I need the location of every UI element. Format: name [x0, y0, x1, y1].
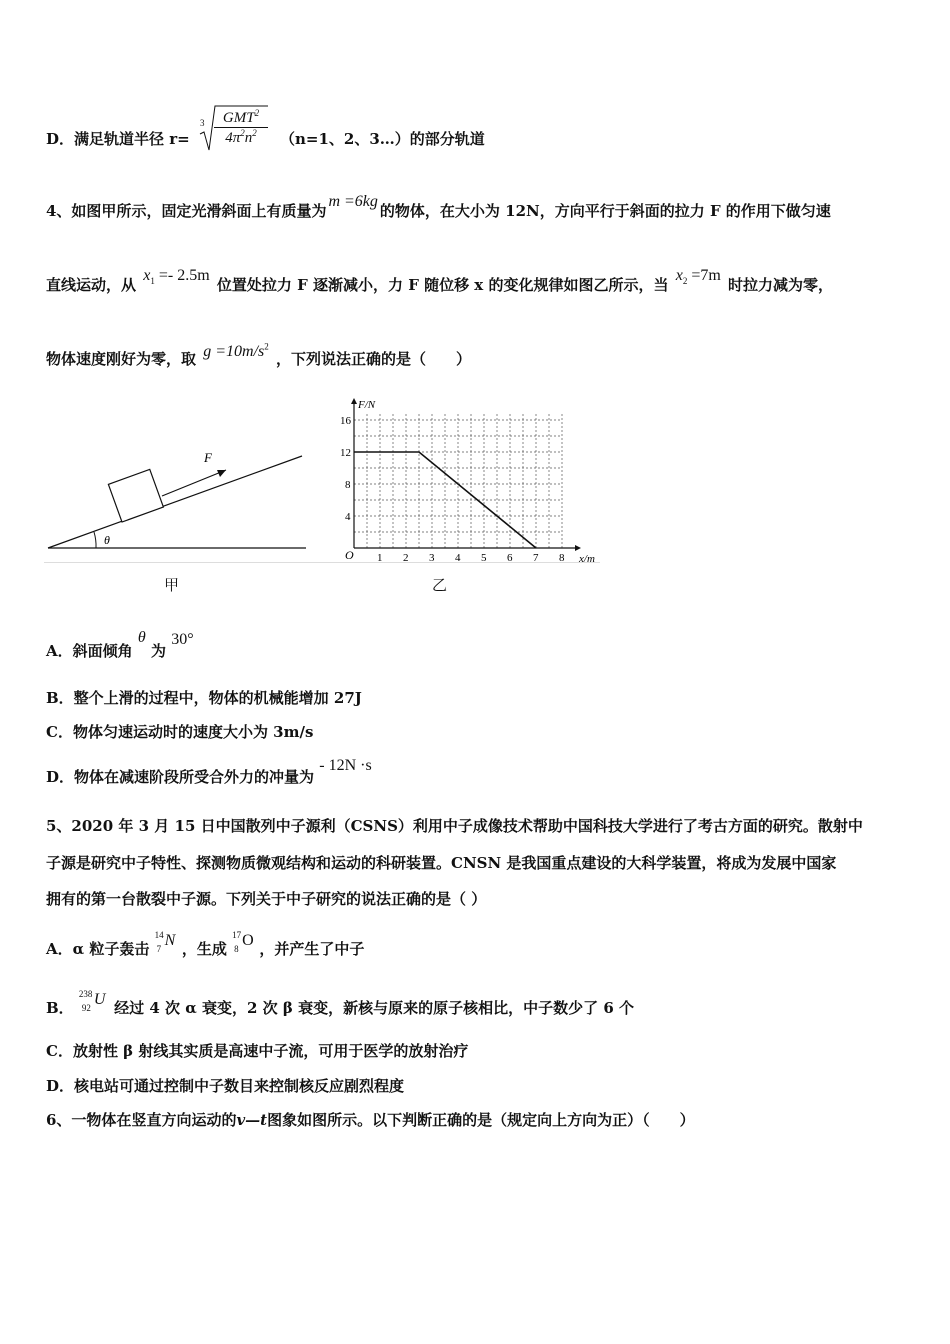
x-tick-label: 4 [455, 552, 461, 564]
fraction-denominator: $4\pi^2n^2$ [225, 128, 257, 146]
y-axis-arrow [351, 398, 357, 404]
y-tick-label: 4 [345, 511, 351, 523]
incline-surface [48, 456, 302, 548]
q4-option-b: B．整个上滑的过程中，物体的机械能增加 27J [46, 689, 362, 707]
figure-caption-yi: 乙 [432, 576, 448, 594]
force-arrow-shaft [162, 470, 226, 496]
block [108, 469, 163, 522]
angle-label: θ [104, 533, 110, 547]
q5-option-d: D．核电站可通过控制中子数目来控制核反应剧烈程度 [46, 1077, 405, 1095]
q4-option-a: A．斜面倾角 θ 为 30° [46, 629, 194, 660]
fraction-numerator: GMT$^2$ [214, 108, 268, 128]
q5-line-3: 拥有的第一台散裂中子源。下列关于中子研究的说法正确的是（ ） [46, 890, 487, 908]
y-axis-label: F/N [358, 399, 376, 411]
oxygen-nuclide: 17 8 O [232, 930, 254, 954]
q4-option-c: C．物体匀速运动时的速度大小为 3m/s [46, 723, 314, 741]
vt-label: v—t [236, 1111, 268, 1129]
q3-optd-prefix: D．满足轨道半径 r= [46, 130, 190, 148]
y-tick-label: 16 [340, 415, 351, 427]
uranium-nuclide: 238 92 U [78, 989, 106, 1013]
x-tick-label: 5 [481, 552, 487, 564]
y-tick-label: 12 [340, 447, 351, 459]
force-label: F [204, 450, 212, 465]
x-tick-label: 2 [403, 552, 409, 564]
q6-line-1: 6、一物体在竖直方向运动的v—t图象如图所示。以下判断正确的是（规定向上方向为正）（ ） [46, 1111, 695, 1129]
nitrogen-nuclide: 14 7 N [154, 930, 176, 954]
q4-line-1: 4、如图甲所示，固定光滑斜面上有质量为m =6kg的物体，在大小为 12N，方向平行于斜面的拉力 F 的作用下做匀速 [46, 193, 831, 220]
root-index: 3 [200, 118, 205, 128]
mass-expression: m =6kg [328, 193, 378, 210]
g-expression: $g =10m/s^2$ [203, 341, 269, 360]
y-tick-label: 8 [345, 479, 351, 491]
q3-radical [198, 104, 270, 156]
q4-line-3: 物体速度刚好为零，取 $g =10m/s^2$ ，下列说法正确的是（ ） [46, 341, 472, 368]
figure-caption-jia: 甲 [164, 576, 180, 594]
angle-value: 30° [171, 631, 194, 648]
x-tick-label: 6 [507, 552, 513, 564]
q5-option-a: A．α 粒子轰击 14 7 N ，生成 17 8 O ，并产生了中子 [46, 930, 365, 958]
impulse-value: - 12N ·s [319, 757, 372, 774]
q4-line-2: 直线运动，从 $x_1 =- 2.5m$ 位置处拉力 F 逐渐减小，力 F 随位移 x 的变化规律如图乙所示，当 $x_2 =7m$ 时拉力减为零， [46, 267, 834, 294]
x-axis-label: x/m [579, 553, 595, 565]
q5-option-b: B． 238 92 U 经过 4 次 α 衰变，2 次 β 衰变，新核与原来的原子核相比，中子数少了 6 个 [46, 989, 634, 1017]
x-tick-label: 1 [377, 552, 383, 564]
x-tick-label: 8 [559, 552, 565, 564]
q5-option-c: C．放射性 β 射线其实质是高速中子流，可用于医学的放射治疗 [46, 1042, 469, 1060]
q5-line-2: 子源是研究中子特性、探测物质微观结构和运动的科研装置。CNSN 是我国重点建设的大科学装置，将成为发展中国家 [46, 854, 837, 872]
x-tick-label: 7 [533, 552, 539, 564]
x-tick-label: 3 [429, 552, 435, 564]
q5-line-1: 5、2020 年 3 月 15 日中国散列中子源利（CSNS）利用中子成像技术帮助中国科技大学进行了考古方面的研究。散射中 [46, 817, 863, 835]
incline-figure [44, 440, 314, 560]
x-axis-arrow [575, 545, 581, 551]
radical-fraction [214, 108, 268, 147]
q4-option-d: D．物体在减速阶段所受合外力的冲量为 - 12N ·s [46, 757, 372, 786]
x1-expression: $x_1 =- 2.5m$ [143, 267, 210, 287]
q3-optd-suffix: （n=1、2、3…）的部分轨道 [280, 130, 485, 148]
theta-symbol: θ [137, 629, 146, 646]
x2-expression: $x_2 =7m$ [675, 267, 721, 287]
force-displacement-chart [330, 388, 600, 566]
origin-label: O [345, 548, 354, 562]
